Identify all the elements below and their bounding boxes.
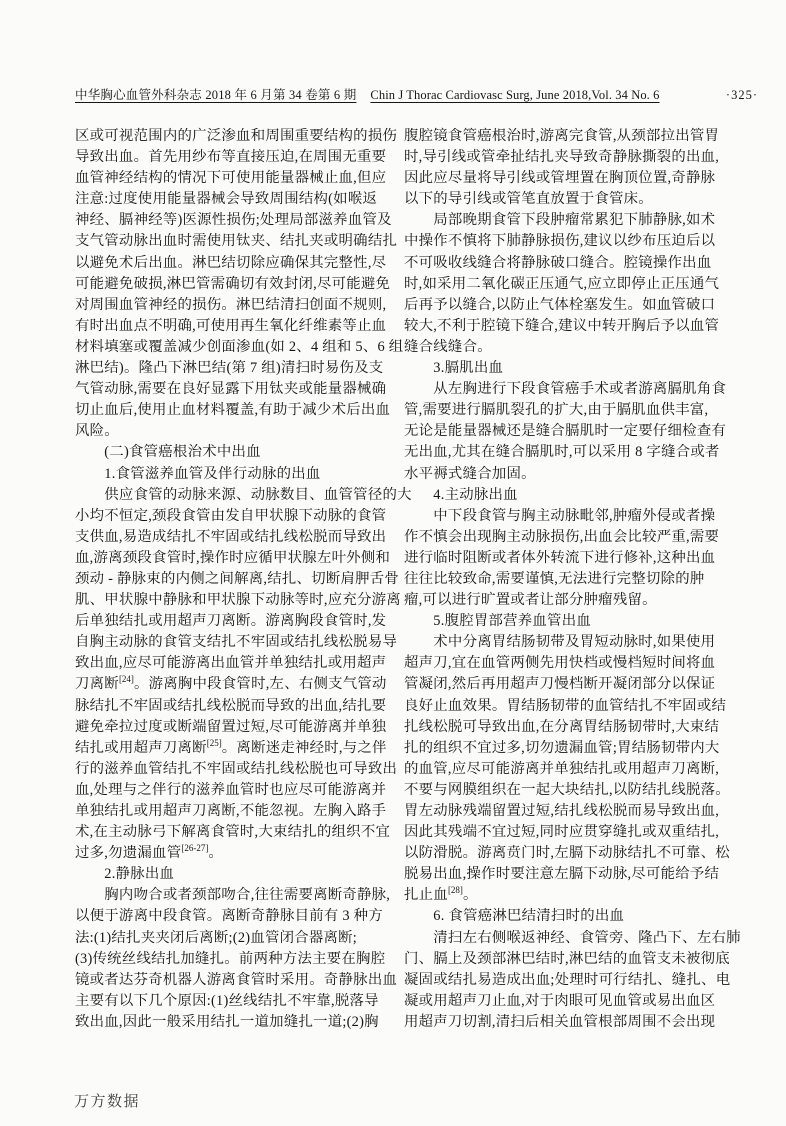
text-line: 致出血,应尽可能游离出血管并单独结扎或用超声	[75, 655, 387, 672]
text-line: 作不慎会出现胸主动脉损伤,出血会比较严重,需要	[404, 528, 720, 545]
text-line: 气管动脉,需要在良好显露下用钛夹或能量器械确	[75, 381, 387, 398]
text-line: 以便于游离中段食管。离断奇静脉目前有 3 种方	[75, 908, 383, 925]
text-line: 以避免术后出血。淋巴结切除应确保其完整性,尽	[75, 254, 387, 271]
text-line: 清扫左右侧喉返神经、食管旁、隆凸下、左右肺	[404, 929, 741, 946]
text-line: 无出血,尤其在缝合膈肌时,可以采用 8 字缝合或者	[404, 444, 720, 461]
text-line: 1.食管滋养血管及伴行动脉的出血	[75, 465, 321, 482]
text-line: 时,导引线或管牵扯结扎夹导致奇静脉撕裂的出血,	[404, 149, 720, 166]
text-line: 过多,勿遗漏血管[26-27]。	[75, 843, 223, 862]
text-line: 管,需要进行膈肌裂孔的扩大,由于膈肌血供丰富,	[404, 402, 709, 419]
text-line: 用超声刀切割,清扫后相关血管根部周围不会出现	[404, 1013, 716, 1030]
text-line: 扎的组织不宜过多,切勿遗漏血管;胃结肠韧带内大	[404, 739, 720, 756]
text-line: 切止血后,使用止血材料覆盖,有助于减少术后出血	[75, 402, 391, 419]
text-line: 以下的导引线或管笔直放置于食管床。	[404, 191, 653, 208]
text-line: 不要与网膜组织在一起大块结扎,以防结扎线脱落。	[404, 781, 730, 798]
text-line: 脱易出血,操作时要注意左膈下动脉,尽可能给予结	[404, 866, 720, 883]
text-line: 刀离断[24]。游离胸中段食管时,左、右侧支气管动	[75, 674, 387, 693]
text-line: 对周围血管神经的损伤。淋巴结清扫创面不规则,	[75, 296, 387, 313]
text-line: 的血管,应尽可能游离并单独结扎或用超声刀离断,	[404, 760, 720, 777]
text-line: 6. 食管癌淋巴结清扫时的出血	[404, 908, 625, 925]
text-line: 管凝闭,然后再用超声刀慢档断开凝闭部分以保证	[404, 676, 716, 693]
text-line: 门、膈上及颈部淋巴结时,淋巴结的血管支未被彻底	[404, 950, 730, 967]
text-line: 5.腹腔胃部营养血管出血	[404, 613, 591, 630]
text-line: 小均不恒定,颈段食管由发自甲状腺下动脉的食管	[75, 507, 387, 524]
journal-title-en: Chin J Thorac Cardiovasc Surg, June 2018,Vol. 34 No. 6	[370, 88, 660, 102]
text-line: 后再予以缝合,以防止气体栓塞发生。如血管破口	[404, 296, 716, 313]
text-line: 因此其残端不宜过短,同时应贯穿缝扎或双重结扎,	[404, 824, 720, 841]
text-line: 胃左动脉残端留置过短,结扎线松脱而易导致出血,	[404, 803, 720, 819]
text-line: 脉结扎不牢固或结扎线松脱而导致的出血,结扎要	[75, 697, 387, 714]
text-line: 瘤,可以进行旷置或者让部分肿瘤残留。	[404, 592, 657, 609]
text-line: 缝合线缝合。	[404, 338, 492, 355]
text-line: 局部晚期食管下段肿瘤常累犯下肺静脉,如术	[404, 212, 716, 229]
text-line: 以防滑脱。游离贲门时,左膈下动脉结扎不可靠、松	[404, 845, 730, 862]
text-line: 材料填塞或覆盖减少创面渗血(如 2、4 组和 5、6 组	[75, 338, 404, 355]
text-line: 进行临时阻断或者体外转流下进行修补,这种出血	[404, 549, 716, 566]
text-line: 中操作不慎将下肺静脉损伤,建议以纱布压迫后以	[404, 233, 716, 250]
journal-title-cn: 中华胸心血管外科杂志 2018 年 6 月第 34 卷第 6 期	[75, 88, 357, 102]
text-line: 扎线松脱可导致出血,在分离胃结肠韧带时,大束结	[404, 718, 720, 735]
text-line: 供应食管的动脉来源、动脉数目、血管管径的大	[75, 486, 412, 503]
text-line: 法:(1)结扎夹夹闭后离断;(2)血管闭合器离断;	[75, 929, 358, 946]
text-line: 结扎或用超声刀离断[25]。离断迷走神经时,与之伴	[75, 737, 387, 756]
text-line: 肌、甲状腺中静脉和甲状腺下动脉等时,应充分游离	[75, 592, 401, 609]
text-line: 颈动 - 静脉束的内侧之间解离,结扎、切断肩胛舌骨	[75, 570, 400, 587]
text-line: 有时出血点不明确,可使用再生氧化纤维素等止血	[75, 317, 387, 334]
text-line: 主要有以下几个原因:(1)丝线结扎不牢靠,脱落导	[75, 992, 379, 1009]
text-line: 单独结扎或用超声刀离断,不能忽视。左胸入路手	[75, 803, 387, 819]
text-line: 行的滋养血管结扎不牢固或结扎线松脱也可导致出	[75, 760, 398, 777]
text-line: 淋巴结)。隆凸下淋巴结(第 7 组)清扫时易伤及支	[75, 360, 384, 377]
text-line: 血管神经结构的情况下可使用能量器械止血,但应	[75, 170, 387, 187]
text-line: 风险。	[75, 423, 119, 440]
text-line: 血,处理与之伴行的滋养血管时也应尽可能游离并	[75, 781, 387, 798]
text-line: 注意:过度使用能量器械会导致周围结构(如喉返	[75, 191, 378, 208]
text-line: 术中分离胃结肠韧带及胃短动脉时,如果使用	[404, 634, 716, 651]
text-line: 中下段食管与胸主动脉毗邻,肿瘤外侵或者操	[404, 507, 716, 524]
text-line: 血,游离颈段食管时,操作时应循甲状腺左叶外侧和	[75, 549, 391, 566]
text-line: 术,在主动脉弓下解离食管时,大束结扎的组织不宜	[75, 824, 391, 841]
page-number: ·325·	[725, 88, 758, 102]
text-line: 超声刀,宜在血管两侧先用快档或慢档短时间将血	[404, 655, 716, 672]
running-head	[75, 87, 757, 103]
text-line: 因此应尽量将导引线或管埋置在胸顶位置,奇静脉	[404, 170, 716, 187]
text-line: 水平褥式缝合加固。	[404, 465, 536, 482]
text-line: 凝或用超声刀止血,对于肉眼可见血管或易出血区	[404, 992, 716, 1009]
text-line: 自胸主动脉的食管支结扎不牢固或结扎线松脱易导	[75, 634, 398, 651]
text-line: (3)传统丝线结扎加缝扎。前两种方法主要在胸腔	[75, 950, 386, 967]
text-line: 3.膈肌出血	[404, 360, 504, 377]
text-line: 支供血,易造成结扎不牢固或结扎线松脱而导致出	[75, 528, 387, 545]
text-line: 腹腔镜食管癌根治时,游离完食管,从颈部拉出管胃	[404, 128, 720, 144]
wanfang-watermark: 万方数据	[74, 1093, 141, 1110]
text-line: 较大,不利于腔镜下缝合,建议中转开胸后予以血管	[404, 317, 720, 334]
text-line: 镜或者达芬奇机器人游离食管时采用。奇静脉出血	[75, 971, 398, 988]
text-line: 支气管动脉出血时需使用钛夹、结扎夹或明确结扎	[75, 233, 398, 250]
text-line: 区或可视范围内的广泛渗血和周围重要结构的损伤	[75, 128, 398, 144]
text-line: 可能避免破损,淋巴管需确切有效封闭,尽可能避免	[75, 275, 391, 292]
text-line: 不可吸收线缝合将静脉破口缝合。腔镜操作出血	[404, 254, 712, 271]
article-column-left	[75, 126, 412, 1033]
text-line: 导致出血。首先用纱布等直接压迫,在周围无重要	[75, 149, 387, 166]
text-line: 凝固或结扎易造成出血;处理时可行结扎、缝扎、电	[404, 971, 731, 988]
text-line: 神经、膈神经等)医源性损伤;处理局部滋养血管及	[75, 212, 392, 229]
text-line: (二)食管癌根治术中出血	[75, 444, 261, 461]
text-line: 胸内吻合或者颈部吻合,往往需要离断奇静脉,	[75, 887, 391, 904]
text-line: 从左胸进行下段食管癌手术或者游离膈肌角食	[404, 381, 727, 398]
text-line: 无论是能量器械还是缝合膈肌时一定要仔细检查有	[404, 423, 727, 440]
text-line: 致出血,因此一般采用结扎一道加缝扎一道;(2)胸	[75, 1013, 379, 1030]
text-line: 扎止血[28]。	[404, 885, 478, 904]
article-column-right	[404, 126, 748, 1033]
text-line: 时,如采用二氧化碳正压通气,应立即停止正压通气	[404, 275, 720, 292]
text-line: 避免牵拉过度或断端留置过短,尽可能游离并单独	[75, 718, 387, 735]
text-line: 后单独结扎或用超声刀离断。游离胸段食管时,发	[75, 613, 387, 630]
text-line: 4.主动脉出血	[404, 486, 518, 503]
text-line: 2.静脉出血	[75, 866, 175, 883]
text-line: 良好止血效果。胃结肠韧带的血管结扎不牢固或结	[404, 697, 727, 714]
text-line: 往往比较致命,需要谨慎,无法进行完整切除的肿	[404, 570, 705, 587]
